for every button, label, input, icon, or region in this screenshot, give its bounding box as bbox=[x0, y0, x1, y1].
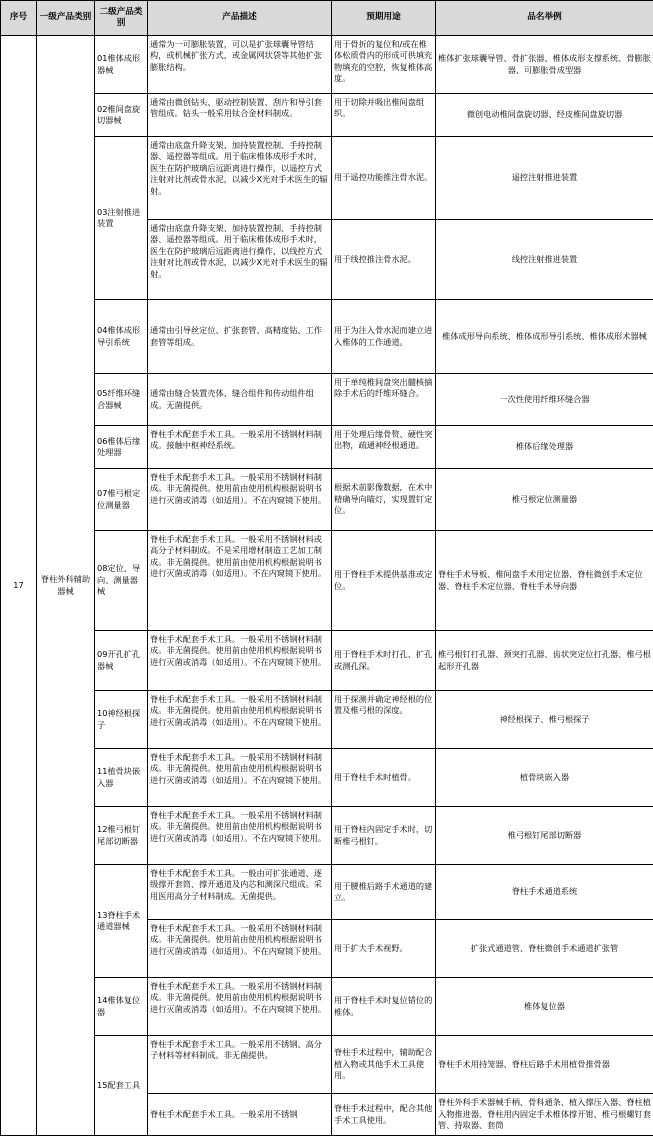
examples-cell: 遥控注射推进装置 bbox=[436, 137, 653, 220]
use-cell: 用于处理后缘骨赘、硬性突出物，疏通神经根通道。 bbox=[332, 426, 436, 469]
header-category1: 一级产品类别 bbox=[37, 1, 95, 36]
use-cell: 用于切除并吸出椎间盘组织。 bbox=[332, 94, 436, 137]
use-cell: 用于为注入骨水泥而建立进入椎体的工作通道。 bbox=[332, 300, 436, 374]
category2-cell: 09开孔扩孔器械 bbox=[95, 631, 148, 691]
table-row bbox=[1, 469, 653, 531]
description-cell: 脊柱手术配套手术工具。一般采用不锈钢材料制成。非无菌提供。使用前由使用机构根据说明书进行灭菌或消毒（如适用）。不在内窥镜下使用。 bbox=[148, 469, 332, 531]
category2-cell: 03注射推进装置 bbox=[95, 137, 148, 300]
examples-cell: 植骨块嵌入器 bbox=[436, 749, 653, 807]
use-cell: 脊柱手术过程中，配合其他手术工具使用。 bbox=[332, 1094, 436, 1136]
examples-cell: 扩张式通道管、脊柱微创手术通道扩张管 bbox=[436, 920, 653, 978]
category2-cell: 05纤维环缝合器械 bbox=[95, 374, 148, 426]
description-cell: 通常由底盘升降支架、加持装置控制、手持控制器、遥控器等组成。用于临床椎体成形手术时，医生在防护玻璃后远距离进行操作，以线控方式注射对比剂或骨水泥，以减少X光对手术医生的辐射。 bbox=[148, 220, 332, 300]
use-cell: 脊柱手术过程中，辅助配合植入物或其他手术工具使用。 bbox=[332, 1036, 436, 1094]
examples-cell: 脊柱外科手术器械手柄、骨科通条、植入撑压入器、脊柱植入物推进器、脊柱用内固定手术椎体撑开钳、椎弓根螺钉套管、持取器、套筒 bbox=[436, 1094, 653, 1136]
table-row bbox=[1, 631, 653, 691]
category2-cell: 10神经根探子 bbox=[95, 691, 148, 749]
examples-cell: 脊柱手术导板、椎间盘手术用定位器、脊柱微创手术定位器、脊柱手术定位器、脊柱手术导向器 bbox=[436, 531, 653, 631]
table-row bbox=[1, 300, 653, 374]
description-cell: 通常由微创钻头、驱动控制装置、刮片和导引套管组成。钻头一般采用钛合金材料制成。 bbox=[148, 94, 332, 137]
table-row bbox=[1, 94, 653, 137]
description-cell: 脊柱手术配套手术工具。一般采用不锈钢材料制成。非无菌提供。使用前由使用机构根据说明书进行灭菌或消毒（如适用）。不在内窥镜下使用。 bbox=[148, 691, 332, 749]
category2-cell: 12椎弓根钉尾部切断器 bbox=[95, 807, 148, 865]
category2-cell: 01椎体成形器械 bbox=[95, 36, 148, 94]
table-row bbox=[1, 1036, 653, 1094]
examples-cell: 椎体成形导向系统、椎体成形导引系统、椎体成形术器械 bbox=[436, 300, 653, 374]
examples-cell: 微创电动椎间盘旋切器、经皮椎间盘旋切器 bbox=[436, 94, 653, 137]
examples-cell: 线控注射推进装置 bbox=[436, 220, 653, 300]
examples-cell: 神经根探子、椎弓根探子 bbox=[436, 691, 653, 749]
description-cell: 通常为一可膨胀装置，可以是扩张球囊导管结构，或机械扩张方式，或金属网状袋等其他扩张膨胀结构。 bbox=[148, 36, 332, 94]
category2-cell: 04椎体成形导引系统 bbox=[95, 300, 148, 374]
description-cell: 脊柱手术配套手术工具。一般由可扩张通道、逐级撑开套筒、撑开通道及内芯和测深尺组成。采用医用高分子材料制成。无菌提供。 bbox=[148, 865, 332, 920]
table-row bbox=[1, 374, 653, 426]
examples-cell: 脊柱手术用持笼器、脊柱后路手术用植骨推骨器 bbox=[436, 1036, 653, 1094]
use-cell: 用于骨折的复位和/或在椎体松质骨内的形成可供填充物填充的空腔，恢复椎体高度。 bbox=[332, 36, 436, 94]
examples-cell: 椎弓根钉打孔器、颈突打孔器、齿状突定位打孔器、椎弓根起形开孔器 bbox=[436, 631, 653, 691]
use-cell: 用于探测并确定神经根的位置及椎弓根的深度。 bbox=[332, 691, 436, 749]
description-cell: 脊柱手术配套手术工具。一般采用不锈钢材料制成。非无菌提供。使用前由使用机构根据说明书进行灭菌或消毒（如适用）。不在内窥镜下使用。 bbox=[148, 920, 332, 978]
header-intended-use: 预期用途 bbox=[332, 1, 436, 36]
description-cell: 脊柱手术配套手术工具。一般采用不锈钢材料制成。非无菌提供。使用前由使用机构根据说明书进行灭菌或消毒（如适用）。不在内窥镜下使用。 bbox=[148, 631, 332, 691]
description-cell: 脊柱手术配套手术工具。一般采用不锈钢材料制成。接触中枢神经系统。 bbox=[148, 426, 332, 469]
category2-cell: 14椎体复位器 bbox=[95, 978, 148, 1036]
category2-cell: 06椎体后缘处理器 bbox=[95, 426, 148, 469]
table-row bbox=[1, 531, 653, 631]
description-cell: 脊柱手术配套手术工具。一般采用不锈钢材料或高分子材料制成。不是采用增材制造工艺加工制成。非无菌提供。使用前由使用机构根据说明书进行灭菌或消毒（如适用）。不在内窥镜下使用。 bbox=[148, 531, 332, 631]
examples-cell: 椎弓根钉尾部切断器 bbox=[436, 807, 653, 865]
use-cell: 用于脊柱手术提供基准或定位。 bbox=[332, 531, 436, 631]
table-row bbox=[1, 426, 653, 469]
table-row bbox=[1, 865, 653, 920]
header-category2: 二级产品类别 bbox=[95, 1, 148, 36]
description-cell: 脊柱手术配套手术工具。一般采用不锈钢材料制成。非无菌提供。使用前由使用机构根据说明书进行灭菌或消毒（如适用）。不在内窥镜下使用。 bbox=[148, 807, 332, 865]
category2-cell: 15配套工具 bbox=[95, 1036, 148, 1136]
category2-cell: 02椎间盘旋切器械 bbox=[95, 94, 148, 137]
table-row bbox=[1, 807, 653, 865]
use-cell: 用于线控推注骨水泥。 bbox=[332, 220, 436, 300]
examples-cell: 椎体后缘处理器 bbox=[436, 426, 653, 469]
use-cell: 用于脊柱手术时植骨。 bbox=[332, 749, 436, 807]
category2-cell: 08定位、导向、测量器械 bbox=[95, 531, 148, 631]
examples-cell: 椎体复位器 bbox=[436, 978, 653, 1036]
description-cell: 脊柱手术配套手术工具。一般采用不锈钢、高分子材料等材料制成。非无菌提供。 bbox=[148, 1036, 332, 1094]
use-cell: 用于脊柱内固定手术时，切断椎弓根钉。 bbox=[332, 807, 436, 865]
use-cell: 用于扩大手术视野。 bbox=[332, 920, 436, 978]
table-row bbox=[1, 36, 653, 94]
table-row bbox=[1, 978, 653, 1036]
description-cell: 通常由底盘升降支架、加持装置控制、手持控制器、遥控器等组成。用于临床椎体成形手术时，医生在防护玻璃后远距离进行操作，以遥控方式注射对比剂或骨水泥，以减少X光对手术医生的辐射。 bbox=[148, 137, 332, 220]
category1-cell: 脊柱外科辅助器械 bbox=[37, 36, 95, 1136]
use-cell: 用于单纯椎间盘突出髓核摘除手术后的纤维环缝合。 bbox=[332, 374, 436, 426]
table-header-row bbox=[1, 1, 653, 36]
examples-cell: 椎弓根定位测量器 bbox=[436, 469, 653, 531]
examples-cell: 一次性使用纤维环缝合器 bbox=[436, 374, 653, 426]
examples-cell: 脊柱手术通道系统 bbox=[436, 865, 653, 920]
use-cell: 用于脊柱手术时打孔、扩孔或测孔深。 bbox=[332, 631, 436, 691]
header-examples: 品名举例 bbox=[436, 1, 653, 36]
category2-cell: 13脊柱手术通道器械 bbox=[95, 865, 148, 978]
serial-cell: 17 bbox=[1, 36, 37, 1136]
description-cell: 通常由引导丝定位、扩张套管、高精度钻、工作套管等组成。 bbox=[148, 300, 332, 374]
description-cell: 脊柱手术配套手术工具。一般采用不锈钢材料制成。非无菌提供。使用前由使用机构根据说明书进行灭菌或消毒（如适用）。不在内窥镜下使用。 bbox=[148, 978, 332, 1036]
category2-cell: 11植骨块嵌入器 bbox=[95, 749, 148, 807]
description-cell: 通常由缝合装置壳体、缝合组件和传动组件组成。无菌提供。 bbox=[148, 374, 332, 426]
use-cell: 根据术前影像数据，在术中精确导向瞄灯，实现置钉定位。 bbox=[332, 469, 436, 531]
description-cell: 脊柱手术配套手术工具。一般采用不锈钢材料制成。非无菌提供。使用前由使用机构根据说明书进行灭菌或消毒（如适用）。不在内窥镜下使用。 bbox=[148, 749, 332, 807]
description-cell: 脊柱手术配套手术工具。一般采用不锈钢 bbox=[148, 1094, 332, 1136]
use-cell: 用于腰椎后路手术通道的建立。 bbox=[332, 865, 436, 920]
table-row bbox=[1, 137, 653, 220]
table-row bbox=[1, 691, 653, 749]
examples-cell: 椎体扩张球囊导管、骨扩张器、椎体成形支撑系统、骨膨胀器、可膨胀骨成型器 bbox=[436, 36, 653, 94]
use-cell: 用于脊柱手术时复位错位的椎体。 bbox=[332, 978, 436, 1036]
table-row bbox=[1, 749, 653, 807]
header-description: 产品描述 bbox=[148, 1, 332, 36]
header-serial: 序号 bbox=[1, 1, 37, 36]
category2-cell: 07椎弓根定位测量器 bbox=[95, 469, 148, 531]
use-cell: 用于遥控功能推注骨水泥。 bbox=[332, 137, 436, 220]
